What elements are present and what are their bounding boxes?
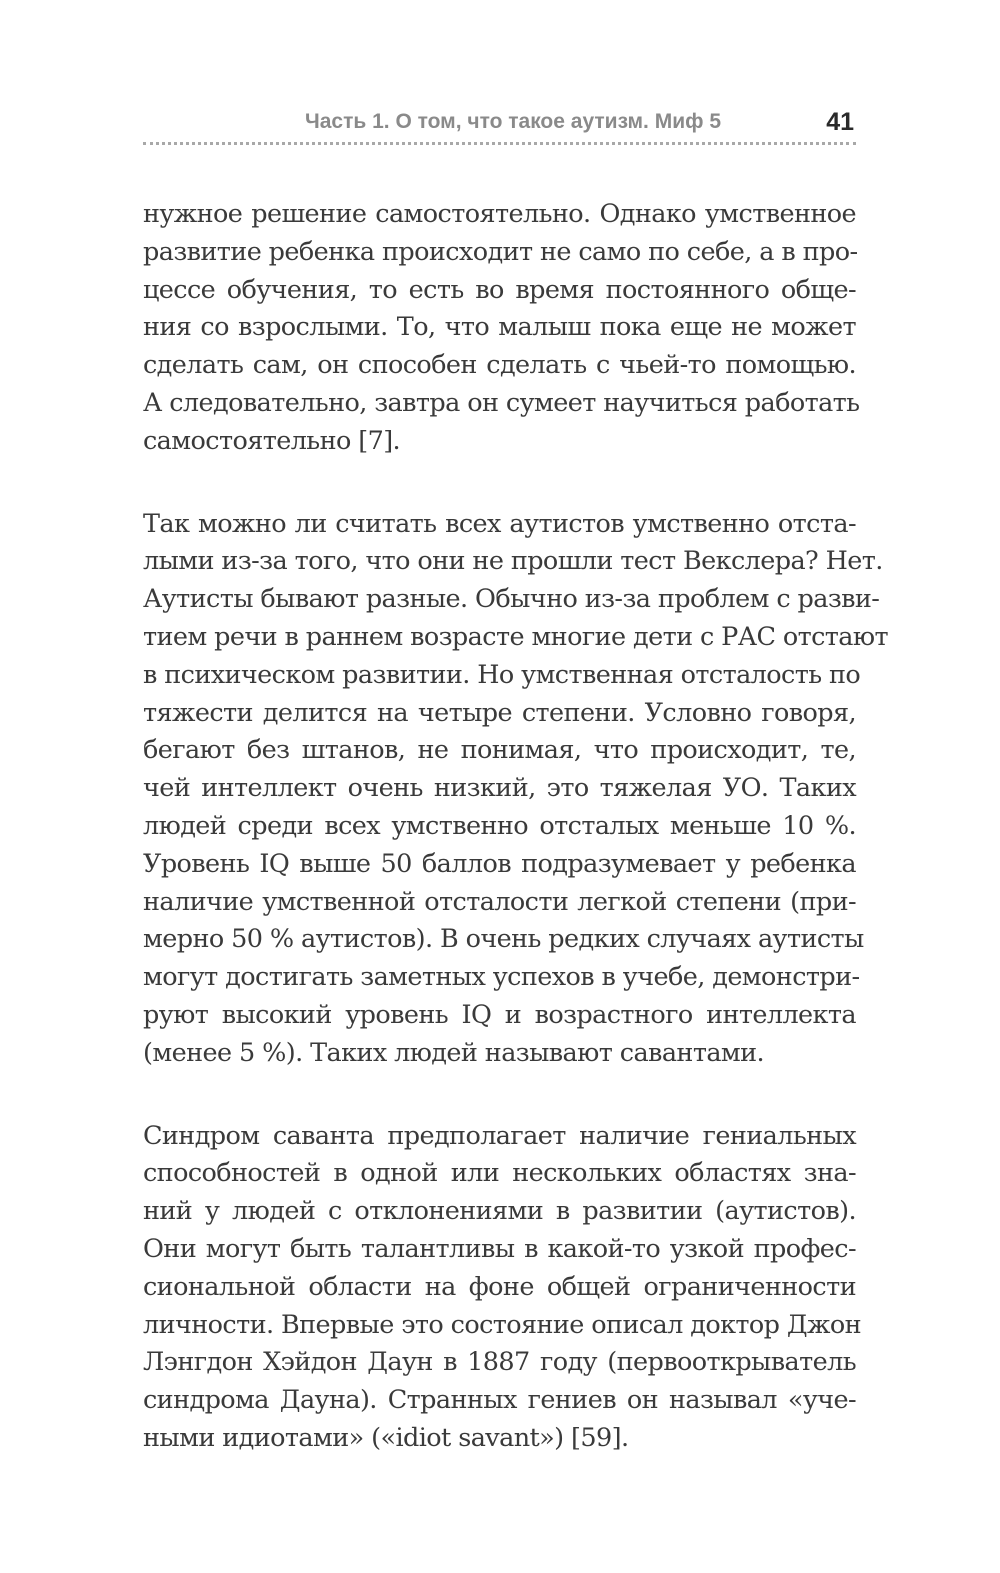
text-line: наличие умственной отсталости легкой степени (при- [143, 886, 856, 917]
text-line: (менее 5 %). Таких людей называют савантами. [143, 1037, 765, 1068]
text-line: могут достигать заметных успехов в учебе, демонстри- [143, 962, 860, 993]
text-line: Так можно ли считать всех аутистов умственно отста- [143, 508, 856, 539]
text-line: сделать сам, он способен сделать с чьей-то помощью. [143, 350, 856, 381]
text-line: Уровень IQ выше 50 баллов подразумевает у ребенка [143, 848, 856, 879]
text-line: Лэнгдон Хэйдон Даун в 1887 году (первооткрыватель [143, 1347, 856, 1378]
text-line: личности. Впервые это состояние описал доктор Джон [143, 1309, 862, 1340]
text-line: мерно 50 % аутистов). В очень редких случаях аутисты [143, 924, 864, 955]
body-text [143, 196, 889, 1503]
text-line: цессе обучения, то есть во время постоянного обще- [143, 274, 856, 305]
text-line: А следовательно, завтра он сумеет научиться работать [143, 387, 860, 418]
text-line: самостоятельно [7]. [143, 425, 401, 456]
text-line: ния со взрослыми. То, что малыш пока еще не может [143, 312, 856, 343]
text-line: Аутисты бывают разные. Обычно из-за проблем с разви- [143, 584, 880, 615]
text-line: тяжести делится на четыре степени. Условно говоря, [143, 697, 856, 728]
text-line: руют высокий уровень IQ и возрастного интеллекта [143, 999, 856, 1030]
text-line: ний у людей с отклонениями в развитии (аутистов). [143, 1196, 856, 1227]
text-line: Они могут быть талантливы в какой-то узкой профес- [143, 1233, 856, 1264]
running-head [143, 104, 856, 144]
text-line: развитие ребенка происходит не само по себе, а в про- [143, 236, 858, 267]
text-line: сиональной области на фоне общей ограниченности [143, 1271, 856, 1302]
paragraph-2 [143, 506, 889, 1073]
text-line: в психическом развитии. Но умственная отсталость по [143, 659, 861, 690]
text-line: синдрома Дауна). Странных гениев он называл «уче- [143, 1385, 856, 1416]
text-line: нужное решение самостоятельно. Однако умственное [143, 199, 856, 229]
paragraph-3 [143, 1118, 862, 1458]
page-number: 41 [826, 108, 854, 136]
text-line: чей интеллект очень низкий, это тяжелая УО. Таких [143, 773, 856, 804]
text-line: способностей в одной или нескольких областях зна- [143, 1158, 856, 1189]
text-line: ными идиотами» («idiot savant») [59]. [143, 1422, 629, 1453]
text-line: Синдром саванта предполагает наличие гениальных [143, 1120, 856, 1151]
text-line: людей среди всех умственно отсталых меньше 10 %. [143, 810, 856, 841]
header-divider [143, 142, 856, 145]
paragraph-1 [143, 196, 860, 461]
text-line: бегают без штанов, не понимая, что происходит, те, [143, 735, 856, 766]
text-line: тием речи в раннем возрасте многие дети с РАС отстают [143, 621, 889, 652]
chapter-title: Часть 1. О том, что такое аутизм. Миф 5 [304, 110, 721, 133]
text-line: лыми из-за того, что они не прошли тест Векслера? Нет. [143, 546, 883, 577]
